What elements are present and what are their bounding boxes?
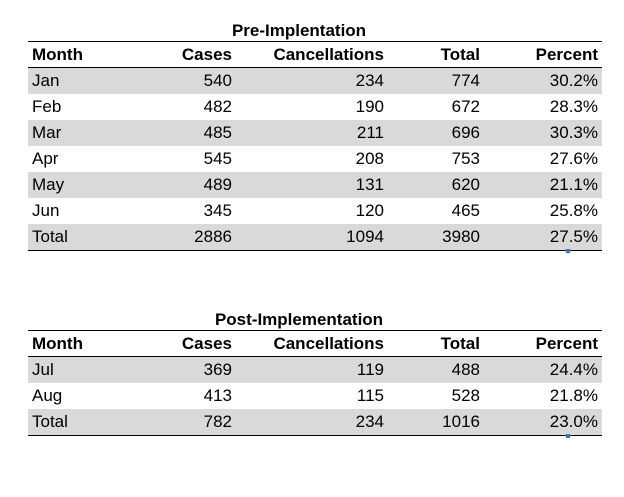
header-month[interactable]: Month: [28, 331, 116, 357]
cell-percent[interactable]: 30.3%: [484, 120, 602, 146]
cell-cancellations[interactable]: 131: [236, 172, 388, 198]
cell-cases[interactable]: 482: [203, 97, 232, 116]
cell-cases[interactable]: 782: [116, 409, 236, 436]
cell-cancellations[interactable]: 120: [355, 201, 384, 220]
cell-cases[interactable]: 545: [203, 149, 232, 168]
table-row: [28, 120, 602, 146]
cell-percent[interactable]: 23.0%: [484, 409, 602, 436]
cell-percent[interactable]: 24.4%: [484, 357, 602, 384]
table-row: [28, 146, 602, 172]
total-row: [28, 224, 602, 251]
post-implementation-table: [28, 330, 602, 436]
selection-handle[interactable]: [566, 434, 570, 438]
cell-total[interactable]: 696: [388, 120, 484, 146]
table-row: [28, 172, 602, 198]
header-row: [28, 331, 602, 357]
cell-cancellations[interactable]: 208: [355, 149, 384, 168]
cell-cancellations[interactable]: 234: [236, 68, 388, 95]
cell-month[interactable]: Jun: [32, 201, 60, 220]
cell-percent[interactable]: 21.8%: [549, 386, 598, 405]
post-implementation-section: [28, 310, 598, 436]
header-cancellations[interactable]: Cancellations: [236, 331, 388, 357]
cell-cancellations[interactable]: 190: [355, 97, 384, 116]
table-row: [28, 383, 602, 409]
cell-total[interactable]: 620: [388, 172, 484, 198]
cell-cancellations[interactable]: 1094: [236, 224, 388, 251]
cell-month[interactable]: Total: [28, 409, 116, 436]
header-total[interactable]: Total: [388, 331, 484, 357]
cell-total[interactable]: 528: [451, 386, 480, 405]
cell-percent[interactable]: 28.3%: [549, 97, 598, 116]
cell-cases[interactable]: 345: [203, 201, 232, 220]
header-row: [28, 42, 602, 68]
cell-percent[interactable]: 21.1%: [484, 172, 602, 198]
pre-implementation-table: [28, 41, 602, 251]
cell-cases[interactable]: 489: [116, 172, 236, 198]
header-cancellations[interactable]: Cancellations: [236, 42, 388, 68]
pre-implementation-title: Pre-Implentation: [231, 21, 367, 40]
selection-handle[interactable]: [566, 249, 570, 253]
table-row: [28, 357, 602, 384]
cell-month[interactable]: Jan: [28, 68, 116, 95]
cell-month[interactable]: Apr: [32, 149, 59, 168]
cell-cases[interactable]: 369: [116, 357, 236, 384]
header-cases[interactable]: Cases: [116, 331, 236, 357]
pre-implementation-section: [28, 21, 598, 251]
cell-month[interactable]: Aug: [32, 386, 63, 405]
cell-month[interactable]: Feb: [32, 97, 62, 116]
header-percent[interactable]: Percent: [484, 42, 602, 68]
table-row: [28, 198, 602, 224]
cell-month[interactable]: Jul: [28, 357, 116, 384]
total-row: [28, 409, 602, 436]
cell-cases[interactable]: 2886: [116, 224, 236, 251]
cell-cases[interactable]: 485: [116, 120, 236, 146]
table-row: [28, 94, 602, 120]
cell-total[interactable]: 3980: [388, 224, 484, 251]
header-total[interactable]: Total: [388, 42, 484, 68]
table-row: [28, 68, 602, 95]
header-cases[interactable]: Cases: [116, 42, 236, 68]
cell-total[interactable]: 672: [451, 97, 480, 116]
cell-month[interactable]: Mar: [28, 120, 116, 146]
cell-percent[interactable]: 27.6%: [549, 149, 598, 168]
cell-percent[interactable]: 30.2%: [484, 68, 602, 95]
cell-cancellations[interactable]: 211: [236, 120, 388, 146]
cell-cases[interactable]: 413: [203, 386, 232, 405]
cell-month[interactable]: Total: [28, 224, 116, 251]
cell-cases[interactable]: 540: [116, 68, 236, 95]
header-month[interactable]: Month: [28, 42, 116, 68]
cell-total[interactable]: 753: [451, 149, 480, 168]
cell-total[interactable]: 465: [451, 201, 480, 220]
cell-month[interactable]: May: [28, 172, 116, 198]
header-percent[interactable]: Percent: [484, 331, 602, 357]
cell-cancellations[interactable]: 115: [356, 386, 384, 405]
cell-total[interactable]: 1016: [388, 409, 484, 436]
cell-total[interactable]: 488: [388, 357, 484, 384]
cell-total[interactable]: 774: [388, 68, 484, 95]
cell-cancellations[interactable]: 119: [236, 357, 388, 384]
cell-percent[interactable]: 25.8%: [549, 201, 598, 220]
post-implementation-title: Post-Implementation: [214, 310, 384, 329]
cell-percent[interactable]: 27.5%: [484, 224, 602, 251]
cell-cancellations[interactable]: 234: [236, 409, 388, 436]
